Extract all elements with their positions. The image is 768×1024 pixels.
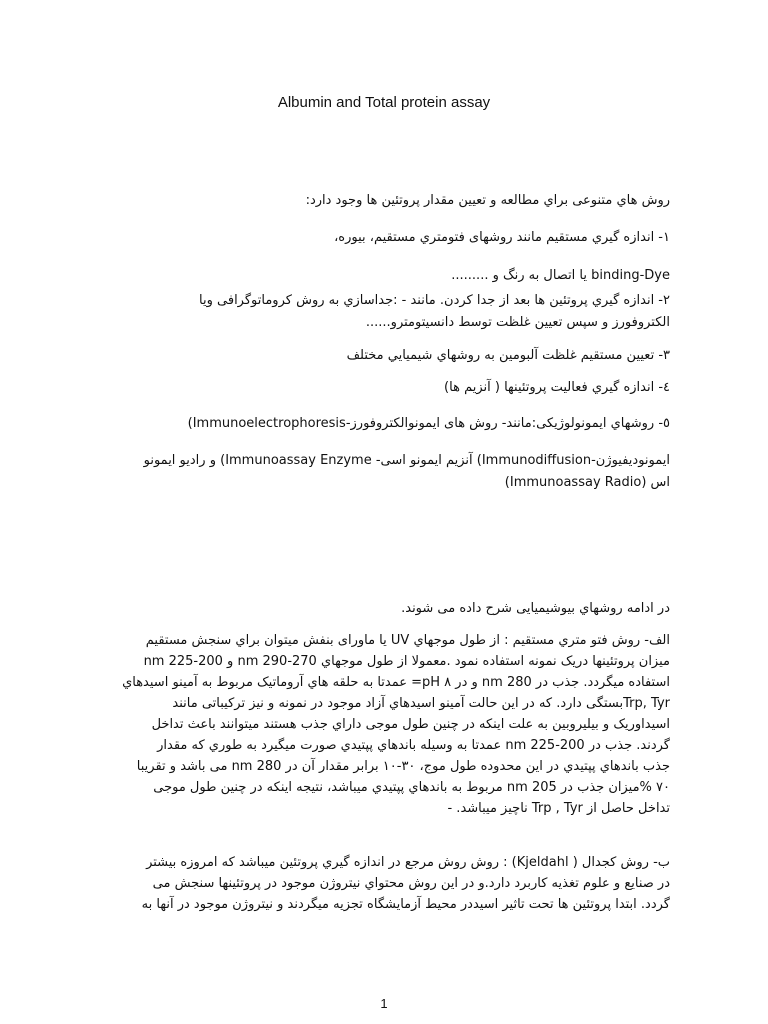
list-item-1-line-1: ۱- اندازه گيري مستقيم مانند روشهای فتومتري مستقيم، بيوره،: [334, 230, 670, 245]
paragraph-a-line: ۷۰ %ميزان جذب در nm 205 مربوط به باندهاي پپتيدي ميباشد، نتيجه اينكه در چنين طول موجی: [153, 780, 670, 795]
paragraph-a-line: الف- روش فتو متري مستقيم : از طول موجهاي UV یا ماورای بنفش میتوان براي سنجش مستقيم: [145, 633, 670, 648]
paragraph-a-line: استفاده ميگردد. جذب در nm 280 و در pH ۸= عمدتا به حلقه هاي آروماتيک مربوط به آمينو اسيدهاي: [122, 675, 670, 690]
paragraph-b-line: ب- روش كجدال ( Kjeldahl) : روش روش مرجع در اندازه گيري پروتئين ميباشد كه امروزه بيشتر: [146, 855, 670, 870]
paragraph-a: [122, 630, 670, 819]
document-title: Albumin and Total protein assay: [277, 94, 491, 111]
list-item-1-line-2: binding-Dye یا اتصال به رنگ و .........: [451, 268, 670, 283]
list-item-3: [347, 345, 670, 367]
list-item-2: [199, 290, 670, 334]
paragraph-a-line: اسيداوريک و بيليروبين به علت اينكه در چنين طول موجی داراي جذب هستند ميتوانند باعث تداخل: [151, 717, 670, 732]
paragraph-b-line: گردد. ابتدا پروتئين ها تحت تاثير اسيددر محيط آزمايشگاه تجزيه ميگردند و نيتروژن موجود در آنها به: [141, 897, 670, 912]
paragraph-a-line: ميزان پروتئينها دريک نمونه استفاده نمود .معمولا از طول موجهاي nm 290-270 و nm 225-200: [143, 654, 670, 669]
list-item-4-line-1: ٤- اندازه گيري فعاليت پروتئينها ( آنزيم ها): [444, 380, 670, 395]
paragraph-a-line: تداخل حاصل از Trp , Tyr ناچيز ميباشد. -: [447, 801, 670, 816]
paragraph-b-line: در صنايع و علوم تغذيه كاربرد دارد.و در اين روش محتواي نيتروژن موجود در پروتئينها سنجش می: [152, 876, 670, 891]
list-item-6-line-1: ايمونوديفيوژن-Immunodiffusion) آنزيم ايمونو اسی- Immunoassay Enzyme) و راديو ايمونو: [143, 453, 670, 468]
list-item-5: [188, 413, 670, 435]
intro-paragraph: [306, 190, 670, 212]
paragraph-a-line: جذب باندهاي پپتيدي در اين محدوده طول موج، ۳۰-۱۰ برابر مقدار آن در nm 280 می باشد و تقريبا: [136, 759, 670, 774]
list-item-3-line-1: ۳- تعيين مستقيم غلظت آلبومين به روشهاي شيميايي مختلف: [346, 348, 670, 363]
paragraph-a-line: گردند. جذب در nm 225-200 عمدتا به وسيله باندهاي پپتيدي صورت ميگيرد به طوري كه مقدار: [157, 738, 670, 753]
paragraph-b: [142, 852, 670, 915]
list-item-6: [144, 450, 670, 494]
list-item-2-line-2: الكتروفورز و سپس تعيين غلظت توسط دانسيتومترو......: [365, 315, 670, 330]
list-item-4: [444, 377, 670, 399]
paragraph-a-line: Trp, Tyrبستگی دارد. كه در اين حالت آمينو اسيدهاي آزاد موجود در نمونه و نيز تركيباتی مانند: [172, 696, 670, 711]
list-item-2-line-1: ۲- اندازه گيري پروتئين ها بعد از جدا كردن. مانند - :جداسازي به روش كروماتوگرافی ويا: [199, 293, 670, 308]
section-intro: [401, 598, 670, 620]
list-item-1: [334, 227, 670, 287]
list-item-5-line-1: ٥- روشهاي ايمونولوژيكی:مانند- روش های ايمونوالكتروفورز-Immunoelectrophoresis): [187, 416, 670, 431]
list-item-6-line-2: اس (Immunoassay Radio): [504, 475, 670, 490]
section-intro-line: در ادامه روشهاي بيوشيميايی شرح داده می شوند.: [401, 601, 670, 616]
page-number: 1: [380, 996, 388, 1011]
intro-line: روش هاي متنوعی براي مطالعه و تعیین مقدار پروتئین ها وجود دارد:: [305, 193, 670, 208]
